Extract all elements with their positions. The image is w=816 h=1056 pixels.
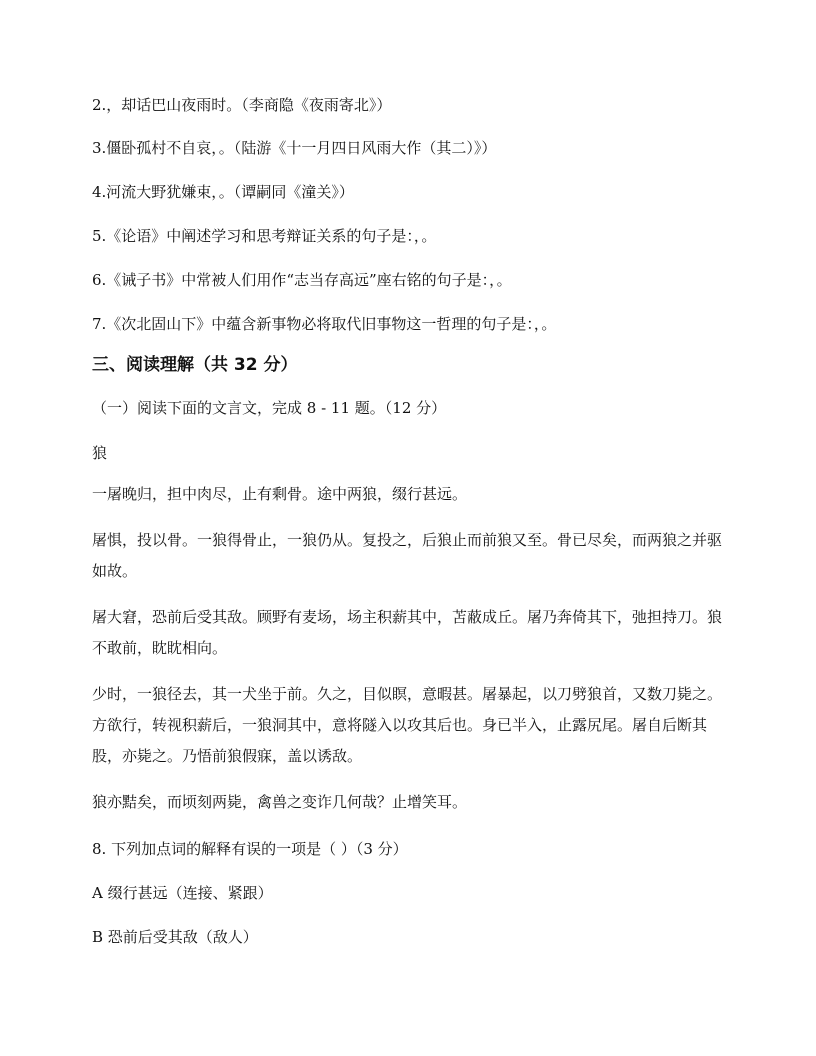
question-stem: 8. 下列加点词的解释有误的一项是（ ）（3 分） (92, 840, 408, 858)
fill-in-item-3: 3.僵卧孤村不自哀，。（陆游《十一月四日风雨大作（其二）》） (92, 139, 497, 157)
passage-paragraph-1: 一屠晚归，担中肉尽，止有剩骨。途中两狼，缀行甚远。 (92, 485, 468, 503)
passage-paragraph-2: 屠惧，投以骨。一狼得骨止，一狼仍从。复投之，后狼止而前狼又至。骨已尽矣，而两狼之并驱如故。 (92, 531, 723, 580)
passage-paragraph-3: 屠大窘，恐前后受其敌。顾野有麦场，场主积薪其中，苫蔽成丘。屠乃奔倚其下，弛担持刀。狼不敢前，眈眈相向。 (92, 608, 723, 657)
question-option-a: A 缀行甚远（连接、紧跟） (92, 884, 273, 902)
fill-in-item-2: 2.，却话巴山夜雨时。（李商隐《夜雨寄北》） (92, 96, 392, 114)
fill-in-item-6: 6.《诫子书》中常被人们用作“志当存高远”座右铭的句子是：，。 (92, 271, 512, 289)
subsection-heading: （一）阅读下面的文言文，完成 8 - 11 题。（12 分） (92, 399, 447, 417)
passage-paragraph-5: 狼亦黠矣，而顷刻两毙，禽兽之变诈几何哉？止增笑耳。 (92, 793, 468, 811)
fill-in-item-7: 7.《次北固山下》中蕴含新事物必将取代旧事物这一哲理的句子是：，。 (92, 315, 557, 333)
passage-title: 狼 (92, 444, 108, 462)
section-title: 三、阅读理解（共 32 分） (92, 355, 298, 375)
fill-in-item-5: 5.《论语》中阐述学习和思考辩证关系的句子是：，。 (92, 227, 437, 245)
question-option-b: B 恐前后受其敌（敌人） (92, 928, 258, 946)
fill-in-item-4: 4.河流大野犹嫌束，。（谭嗣同《潼关》） (92, 183, 354, 201)
document-page (92, 94, 728, 948)
passage-paragraph-4: 少时，一狼径去，其一犬坐于前。久之，目似瞑，意暇甚。屠暴起，以刀劈狼首，又数刀毙之。方欲行，转视积薪后，一狼洞其中，意将隧入以攻其后也。身已半入，止露尻尾。屠自后断其股，亦毙之。乃悟前狼假寐，盖以诱敌。 (92, 685, 723, 765)
